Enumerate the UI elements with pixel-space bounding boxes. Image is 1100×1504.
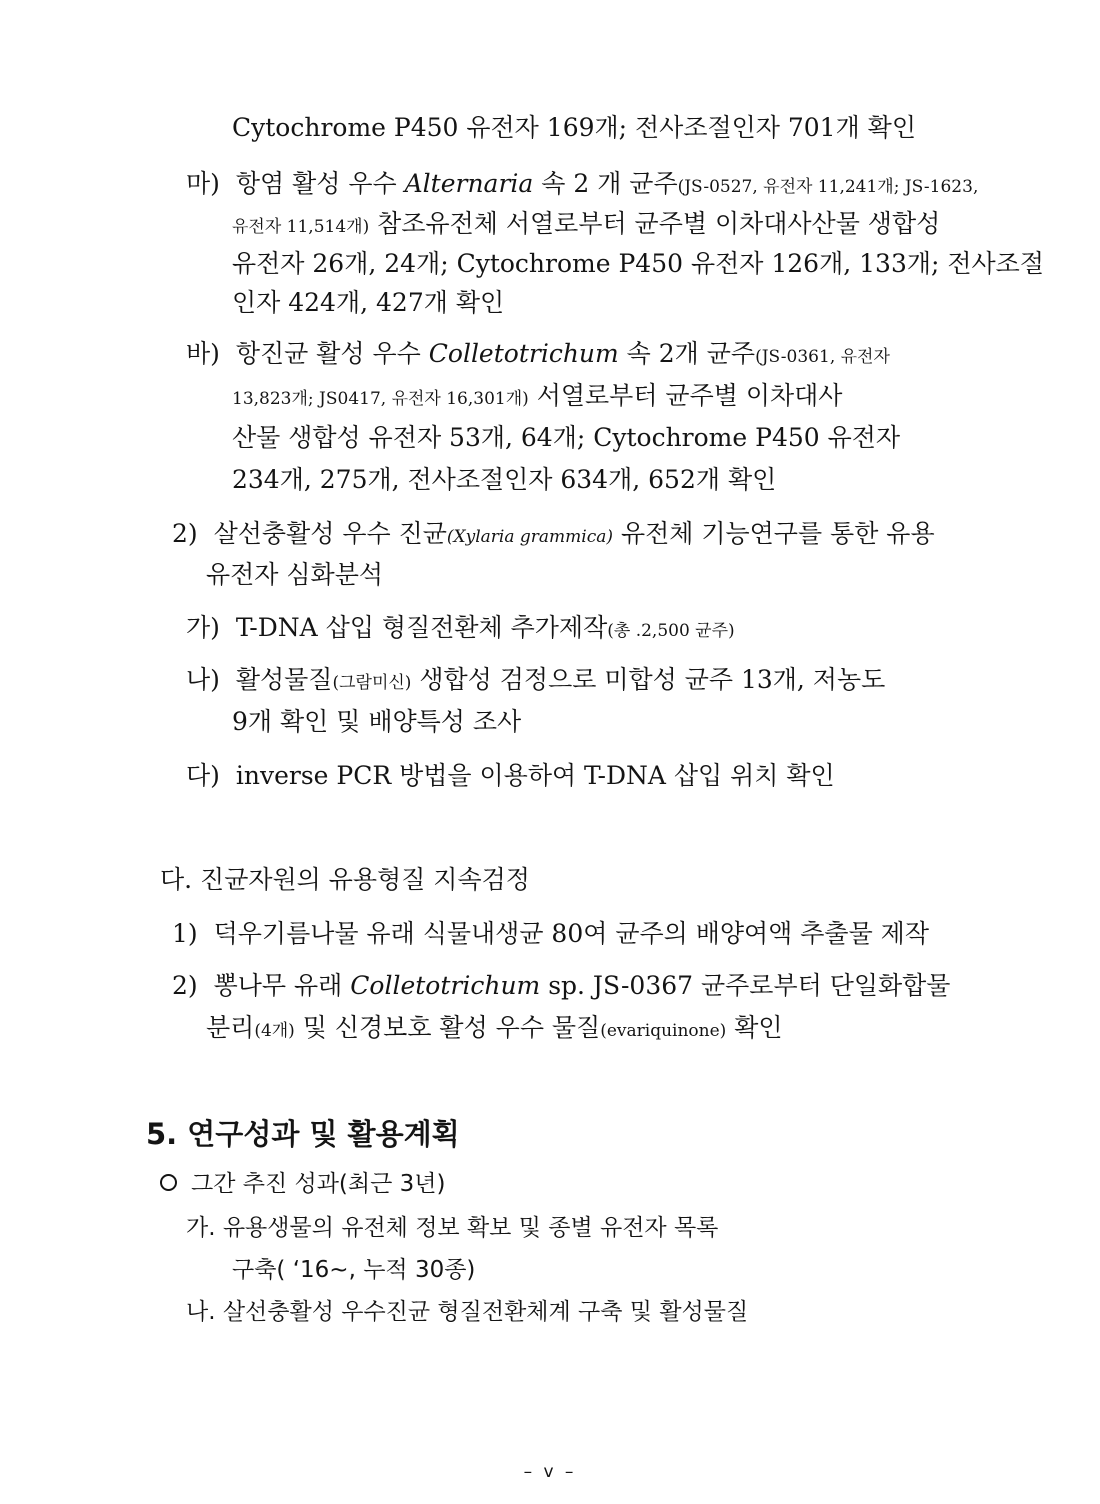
text-line: Cytochrome P450 유전자 169개; 전사조절인자 701개 확인 <box>232 113 916 142</box>
item-marker: 2) <box>172 971 198 1000</box>
item-c2-line1: 2) 뽕나무 유래 Colletotrichum sp. JS-0367 균주로부터 단일화합물 <box>172 971 951 1000</box>
item-ba-line2: 13,823개; JS0417, 유전자 16,301개) 서열로부터 균주별 이차대사 <box>232 381 843 410</box>
section-heading: 5. 연구성과 및 활용계획 <box>146 1117 460 1151</box>
item-ma-line2: 유전자 11,514개) 참조유전체 서열로부터 균주별 이차대사산물 생합성 <box>232 209 941 238</box>
item-2-line2: 유전자 심화분석 <box>206 560 383 589</box>
result-na-line1: 나. 살선충활성 우수진균 형질전환체계 구축 및 활성물질 <box>186 1299 749 1325</box>
item-na-line2: 9개 확인 및 배양특성 조사 <box>232 707 522 736</box>
bullet-item: 그간 추진 성과(최근 3년) <box>160 1166 445 1202</box>
item-marker: 바) <box>186 339 220 368</box>
item-ga: 가) T-DNA 삽입 형질전환체 추가제작(총 .2,500 균주) <box>186 613 735 642</box>
item-ma-line4: 인자 424개, 427개 확인 <box>232 288 505 317</box>
item-ma-line3: 유전자 26개, 24개; Cytochrome P450 유전자 126개, 133개; 전사조절 <box>232 249 1044 278</box>
item-ba-line1: 바) 항진균 활성 우수 Colletotrichum 속 2개 균주(JS-0361, 유전자 <box>186 339 890 368</box>
item-na-line1: 나) 활성물질(그람미신) 생합성 검정으로 미합성 균주 13개, 저농도 <box>186 665 886 694</box>
section-title: 다. 진균자원의 유용형질 지속검정 <box>160 865 530 894</box>
item-marker: 나) <box>186 665 220 694</box>
item-da: 다) inverse PCR 방법을 이용하여 T-DNA 삽입 위치 확인 <box>186 761 835 790</box>
item-ba-line4: 234개, 275개, 전사조절인자 634개, 652개 확인 <box>232 465 777 494</box>
item-c1: 1) 덕우기름나물 유래 식물내생균 80여 균주의 배양여액 추출물 제작 <box>172 919 929 948</box>
result-ga-line1: 가. 유용생물의 유전체 정보 확보 및 종별 유전자 목록 <box>186 1215 719 1241</box>
item-marker: 마) <box>186 169 220 198</box>
item-marker: 다) <box>186 761 220 790</box>
item-marker: 가) <box>186 613 220 642</box>
item-ba-line3: 산물 생합성 유전자 53개, 64개; Cytochrome P450 유전자 <box>232 423 901 452</box>
item-marker: 1) <box>172 919 198 948</box>
item-2-line1: 2) 살선충활성 우수 진균(Xylaria grammica) 유전체 기능연구를 통한 유용 <box>172 519 935 548</box>
circle-bullet-icon <box>160 1174 177 1191</box>
item-ma-line1: 마) 항염 활성 우수 Alternaria 속 2 개 균주(JS-0527, 유전자 11,241개; JS-1623, <box>186 169 979 198</box>
result-ga-line2: 구축( ‘16~, 누적 30종) <box>232 1257 476 1283</box>
page-number: – v – <box>523 1462 577 1482</box>
item-marker: 2) <box>172 519 198 548</box>
item-c2-line2: 분리(4개) 및 신경보호 활성 우수 물질(evariquinone) 확인 <box>206 1013 783 1042</box>
